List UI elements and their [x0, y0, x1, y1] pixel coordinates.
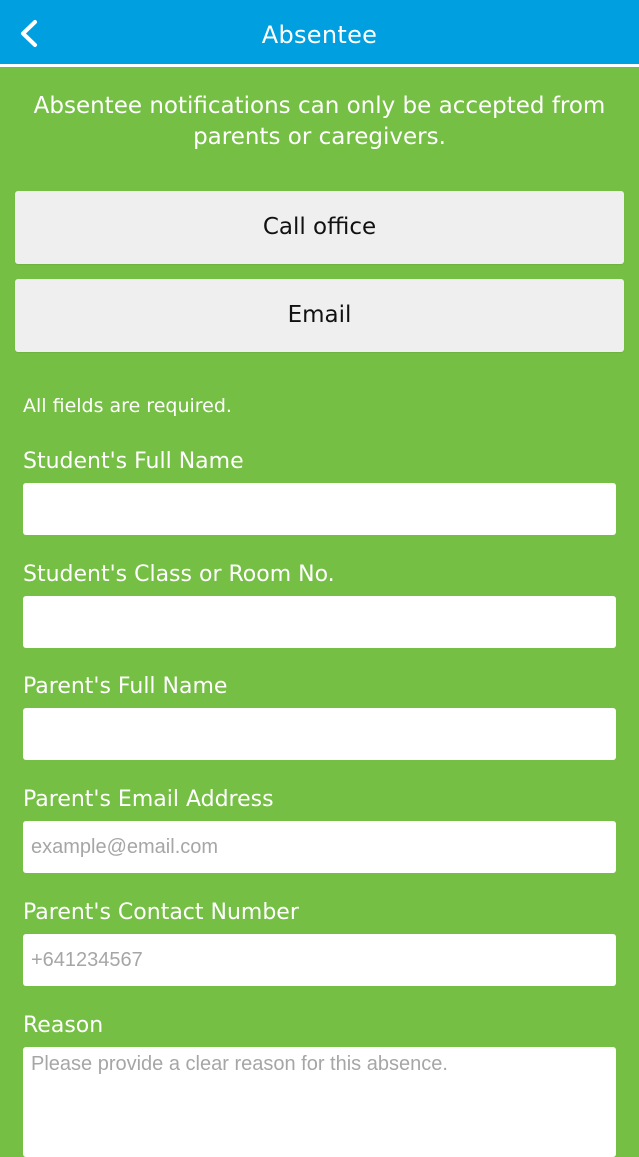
email-button[interactable]: Email	[15, 279, 624, 352]
parent-full-name-label: Parent's Full Name	[23, 674, 228, 699]
parent-full-name-input[interactable]	[23, 708, 616, 760]
student-class-label: Student's Class or Room No.	[23, 562, 335, 587]
parent-contact-number-input[interactable]	[23, 934, 616, 986]
reason-textarea[interactable]	[23, 1047, 616, 1157]
parent-contact-number-label: Parent's Contact Number	[23, 900, 299, 925]
parent-email-input[interactable]	[23, 821, 616, 873]
student-full-name-input[interactable]	[23, 483, 616, 535]
parent-email-label: Parent's Email Address	[23, 787, 274, 812]
student-full-name-label: Student's Full Name	[23, 449, 244, 474]
absentee-notice: Absentee notifications can only be accepted from parents or caregivers.	[33, 93, 606, 150]
required-fields-note: All fields are required.	[23, 395, 232, 417]
student-class-input[interactable]	[23, 596, 616, 648]
page-title: Absentee	[261, 21, 378, 49]
call-office-button[interactable]: Call office	[15, 191, 624, 264]
reason-label: Reason	[23, 1013, 104, 1038]
